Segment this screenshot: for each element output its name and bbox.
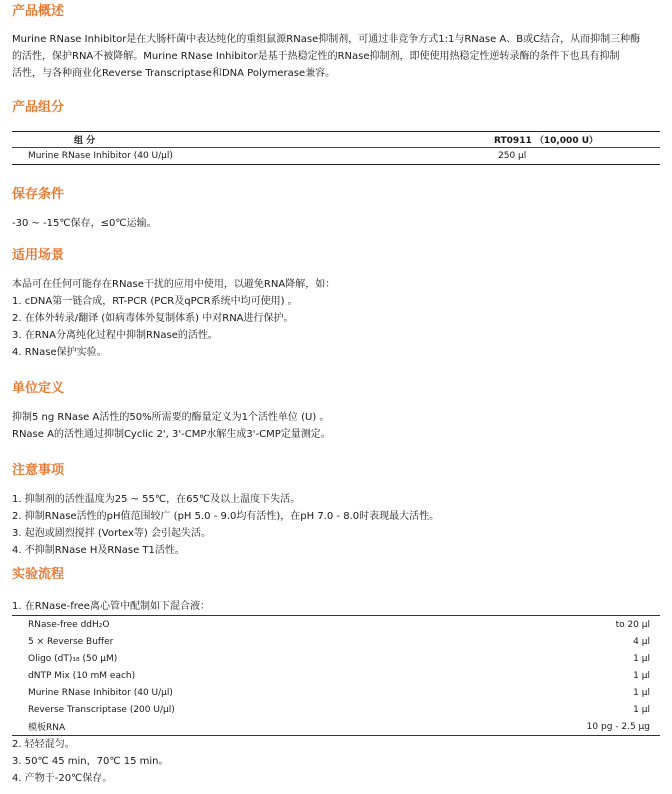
protocol-step: 4. 产物于-20℃保存。	[12, 773, 113, 784]
mix-reagent: Reverse Transcriptase (200 U/μl)	[28, 704, 175, 715]
storage-heading: 保存条件	[12, 187, 65, 202]
storage-section	[12, 186, 660, 232]
table-row	[12, 667, 660, 684]
applications-line: 2. 在体外转录/翻译 (如病毒体外复制体系) 中对RNA进行保护。	[12, 313, 294, 324]
overview-heading: 产品概述	[12, 4, 65, 19]
mix-reagent: dNTP Mix (10 mM each)	[28, 670, 136, 681]
table-row	[12, 633, 660, 650]
protocol-step: 3. 50℃ 45 min，70℃ 15 min。	[12, 756, 169, 767]
notes-line: 1. 抑制剂的活性温度为25 ~ 55℃，在65℃及以上温度下失活。	[12, 494, 301, 505]
table-row	[12, 684, 660, 701]
overview-line: 活性，与各种商业化Reverse Transcriptase和DNA Polymerase兼容。	[12, 68, 336, 79]
notes-line: 2. 抑制RNase活性的pH值范围较广 (pH 5.0 - 9.0均有活性)，在pH 7.0 - 8.0时表现最大活性。	[12, 511, 440, 522]
protocol-step: 1. 在RNase-free离心管中配制如下混合液：	[12, 601, 210, 612]
mix-reagent: RNase-free ddH₂O	[28, 619, 110, 630]
mix-reagent: 模板RNA	[28, 723, 66, 733]
overview-line: 的活性，保护RNA不被降解。Murine RNase Inhibitor是基于热稳定性的RNase抑制剂，即使使用热稳定性逆转录酶的条件下也具有抑制	[12, 51, 620, 62]
mix-amount: 1 μl	[633, 687, 650, 698]
notes-heading: 注意事项	[12, 463, 65, 478]
applications-line: 3. 在RNA分离纯化过程中抑制RNase的活性。	[12, 330, 218, 341]
mix-amount: 10 pg - 2.5 μg	[586, 721, 650, 732]
unit-section	[12, 380, 660, 443]
mix-amount: to 20 μl	[615, 619, 650, 630]
mix-amount: 4 μl	[633, 636, 650, 647]
mix-reagent: 5 × Reverse Buffer	[28, 636, 114, 647]
component-amount: 250 μl	[498, 151, 527, 161]
table-row	[12, 650, 660, 667]
overview-section	[12, 3, 660, 82]
applications-heading: 适用场景	[12, 248, 65, 263]
mix-amount: 1 μl	[633, 670, 650, 681]
protocol-step: 2. 轻轻混匀。	[12, 739, 75, 750]
notes-section	[12, 462, 660, 559]
mix-amount: 1 μl	[633, 704, 650, 715]
components-section	[12, 99, 660, 165]
mix-reagent: Murine RNase Inhibitor (40 U/μl)	[28, 687, 173, 698]
notes-line: 4. 不抑制RNase H及RNase T1活性。	[12, 545, 185, 556]
applications-line: 本品可在任何可能存在RNase干扰的应用中使用，以避免RNA降解，如：	[12, 279, 336, 290]
component-column-header: 组 分	[74, 136, 96, 146]
components-header-row	[12, 132, 660, 148]
applications-line: 4. RNase保护实验。	[12, 347, 107, 358]
components-table	[12, 131, 660, 165]
mix-reagent: Oligo (dT)₁₈ (50 μM)	[28, 653, 118, 664]
product-column-header: RT0911 （10,000 U）	[494, 136, 599, 146]
table-row	[12, 616, 660, 634]
component-name: Murine RNase Inhibitor (40 U/μl)	[28, 151, 173, 161]
table-row	[12, 718, 660, 736]
protocol-section	[12, 566, 660, 787]
applications-section	[12, 247, 660, 361]
table-row	[12, 148, 660, 165]
protocol-heading: 实验流程	[12, 567, 65, 582]
unit-line: RNase A的活性通过抑制Cyclic 2', 3'-CMP水解生成3'-CMP定量测定。	[12, 429, 331, 440]
mix-table	[12, 615, 660, 736]
overview-line: Murine RNase Inhibitor是在大肠杆菌中表达纯化的重组鼠源RNase抑制剂，可通过非竞争方式1:1与RNase A、B或C结合，从而抑制三种酶	[12, 34, 641, 45]
table-row	[12, 701, 660, 718]
applications-line: 1. cDNA第一链合成，RT-PCR (PCR及qPCR系统中均可使用) 。	[12, 296, 298, 307]
mix-amount: 1 μl	[633, 653, 650, 664]
storage-text: -30 ~ -15℃保存，≤0℃运输。	[12, 218, 157, 229]
notes-line: 3. 起泡或剧烈搅拌 (Vortex等) 会引起失活。	[12, 528, 211, 539]
unit-line: 抑制5 ng RNase A活性的50%所需要的酶量定义为1个活性单位 (U) 。	[12, 412, 330, 423]
components-heading: 产品组分	[12, 100, 65, 115]
unit-heading: 单位定义	[12, 381, 65, 396]
